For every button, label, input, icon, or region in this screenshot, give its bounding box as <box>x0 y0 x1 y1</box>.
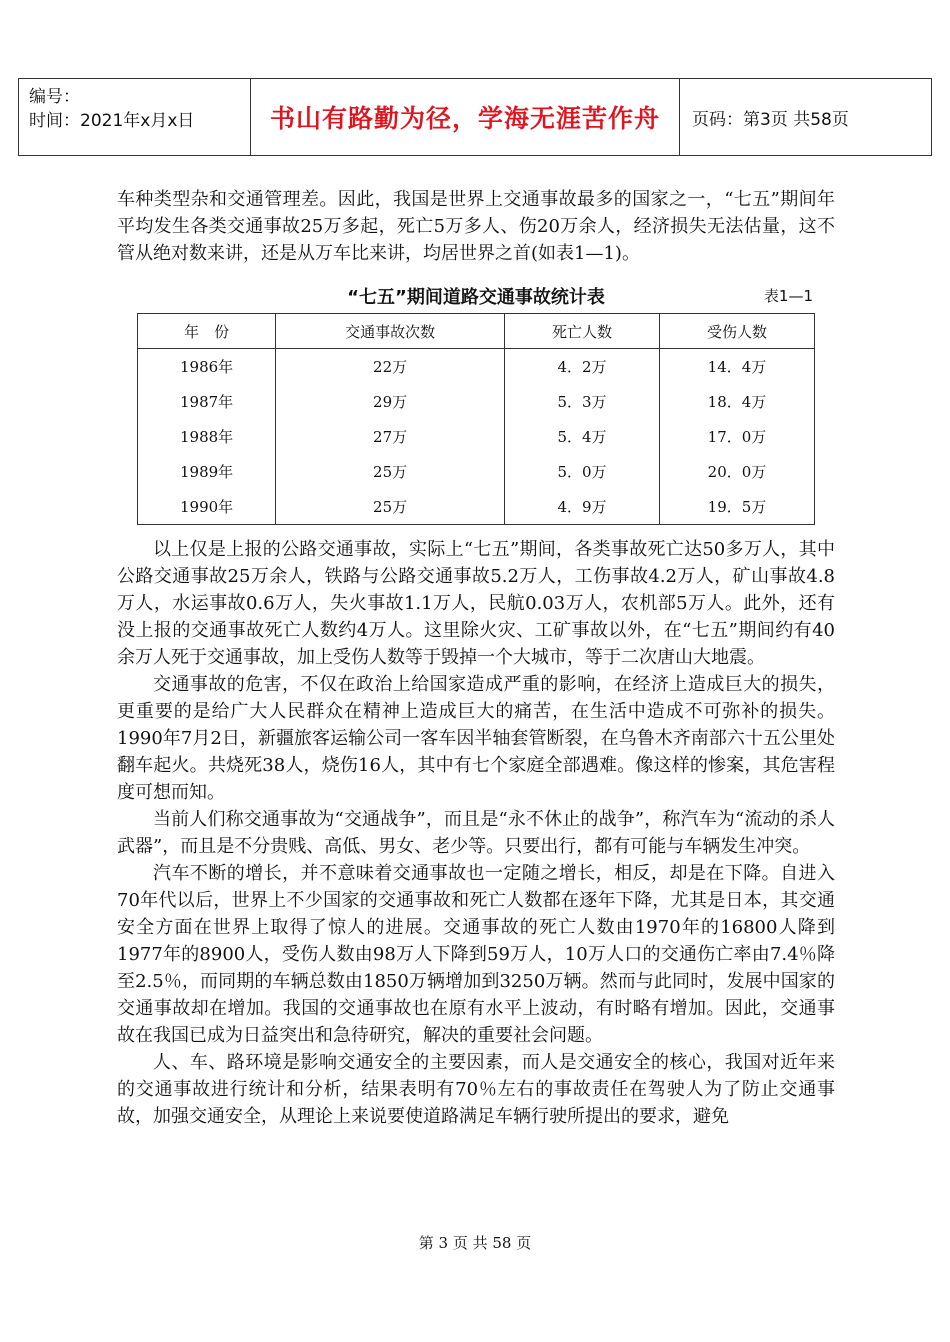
paragraph: 人、车、路环境是影响交通安全的主要因素，而人是交通安全的核心，我国对近年来的交通事故进行统计和分析，结果表明有70％左右的事故责任在驾驶人为了防止交通事故，加强交通安全，从理论上来说要使道路满足车辆行驶所提出的要求，避免 <box>117 1052 835 1127</box>
page-header <box>18 78 932 156</box>
table-cell: 4．2万 <box>504 349 659 385</box>
table-number: 表1—1 <box>763 287 813 305</box>
table-cell: 20．0万 <box>659 454 814 489</box>
table-cell: 5．3万 <box>504 384 659 419</box>
column-header-accidents: 交通事故次数 <box>276 314 505 349</box>
table-cell: 5．4万 <box>504 419 659 454</box>
table-row <box>138 489 815 525</box>
column-header-deaths: 死亡人数 <box>504 314 659 349</box>
table-cell: 18．4万 <box>659 384 814 419</box>
accident-statistics-table <box>137 313 815 525</box>
table-row <box>138 454 815 489</box>
table-cell: 1988年 <box>138 419 276 454</box>
table-cell: 1990年 <box>138 489 276 525</box>
table-cell: 1989年 <box>138 454 276 489</box>
header-page-label: 页码：第3页 共58页 <box>692 109 849 130</box>
header-motto: 书山有路勤为径，学海无涯苦作舟 <box>251 79 680 155</box>
table-cell: 17．0万 <box>659 419 814 454</box>
table-row <box>138 349 815 385</box>
document-number-label: 编号： <box>29 87 80 107</box>
paragraph: 当前人们称交通事故为“交通战争”，而且是“永不休止的战争”，称汽车为“流动的杀人武器”，而且是不分贵贱、高低、男女、老少等。只要出行，都有可能与车辆发生冲突。 <box>117 809 835 857</box>
table-cell: 25万 <box>276 454 505 489</box>
paragraph: 车种类型杂和交通管理差。因此，我国是世界上交通事故最多的国家之一，“七五”期间年平均发生各类交通事故25万多起，死亡5万多人、伤20万余人，经济损失无法估量，这不管从绝对数来讲，还是从万车比来讲，均居世界之首(如表1—1)。 <box>117 189 835 264</box>
table-cell: 4．9万 <box>504 489 659 525</box>
paragraph: 交通事故的危害，不仅在政治上给国家造成严重的影响，在经济上造成巨大的损失，更重要的是给广大人民群众在精神上造成巨大的痛苦，在生活中造成不可弥补的损失。1990年7月2日，新疆旅客运输公司一客车因半轴套管断裂，在乌鲁木齐南部六十五公里处翻车起火。共烧死38人，烧伤16人，其中有七个家庭全部遇难。像这样的惨案，其危害程度可想而知。 <box>117 674 835 803</box>
header-meta <box>19 79 251 155</box>
column-header-year: 年 份 <box>138 314 276 349</box>
table-cell: 5．0万 <box>504 454 659 489</box>
document-time-label: 时间：2021年x月x日 <box>29 111 195 131</box>
table-cell: 1987年 <box>138 384 276 419</box>
intro-text <box>117 186 835 267</box>
table-header-row <box>138 314 815 349</box>
main-text <box>117 536 835 1130</box>
table-cell: 1986年 <box>138 349 276 385</box>
table-title: “七五”期间道路交通事故统计表 <box>347 287 605 308</box>
table-cell: 22万 <box>276 349 505 385</box>
table-row <box>138 384 815 419</box>
paragraph: 以上仅是上报的公路交通事故，实际上“七五”期间，各类事故死亡达50多万人，其中公路交通事故25万余人，铁路与公路交通事故5.2万人，工伤事故4.2万人，矿山事故4.8万人，水运事故0.6万人，失火事故1.1万人，民航0.03万人，农机部5万人。此外，还有没上报的交通事故死亡人数约4万人。这里除火灾、工矿事故以外，在“七五”期间约有40余万人死于交通事故，加上受伤人数等于毁掉一个大城市，等于二次唐山大地震。 <box>117 539 835 668</box>
column-header-injuries: 受伤人数 <box>659 314 814 349</box>
table-cell: 25万 <box>276 489 505 525</box>
page-footer: 第 3 页 共 58 页 <box>418 1234 532 1252</box>
table-cell: 14．4万 <box>659 349 814 385</box>
table-cell: 19．5万 <box>659 489 814 525</box>
table-cell: 29万 <box>276 384 505 419</box>
paragraph: 汽车不断的增长，并不意味着交通事故也一定随之增长，相反，却是在下降。自进入70年代以后，世界上不少国家的交通事故和死亡人数都在逐年下降，尤其是日本，其交通安全方面在世界上取得了惊人的进展。交通事故的死亡人数由1970年的16800人降到1977年的8900人，受伤人数由98万人下降到59万人，10万人口的交通伤亡率由7.4％降至2.5％，而同期的车辆总数由1850万辆增加到3250万辆。然而与此同时，发展中国家的交通事故却在增加。我国的交通事故也在原有水平上波动，有时略有增加。因此，交通事故在我国已成为日益突出和急待研究，解决的重要社会问题。 <box>117 863 835 1046</box>
table-row <box>138 419 815 454</box>
table-caption <box>117 283 835 307</box>
table-cell: 27万 <box>276 419 505 454</box>
